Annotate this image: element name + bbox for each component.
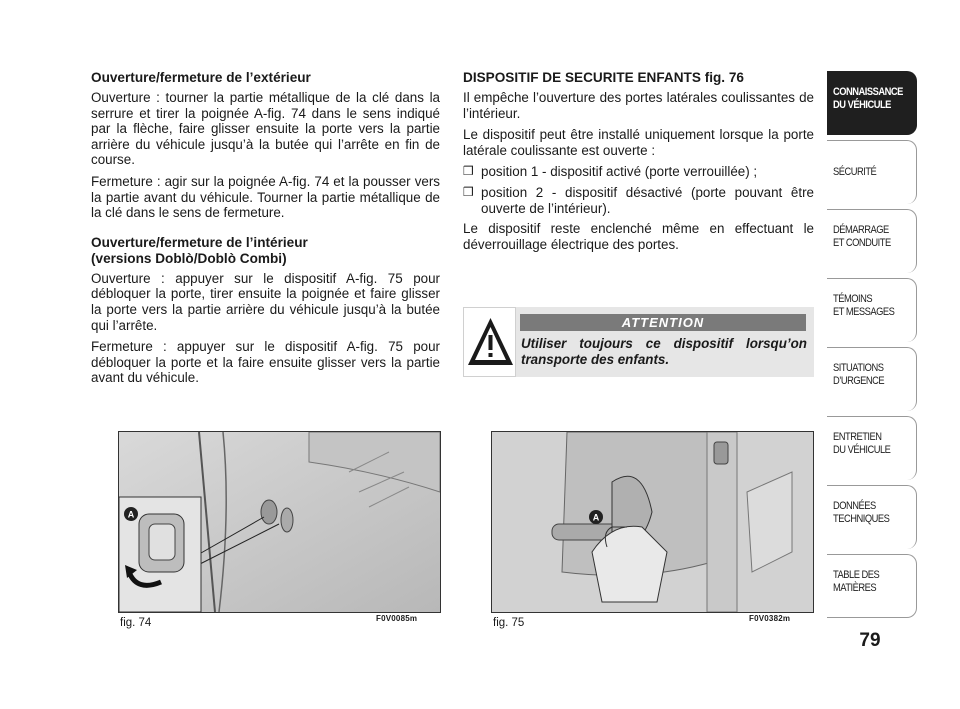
- paragraph-electric-unlock: Le dispositif reste enclenché même en effectuant le déverrouillage électrique des portes.: [463, 221, 814, 252]
- warning-triangle-icon: [464, 308, 517, 378]
- bullet-text: position 2 - dispositif désactivé (porte pouvant être ouverte de l’intérieur).: [481, 184, 814, 216]
- right-column: [463, 70, 814, 258]
- list-item: [463, 185, 814, 216]
- tab-temoins-et-messages[interactable]: [827, 278, 917, 342]
- attention-label: ATTENTION: [520, 314, 806, 331]
- warning-icon-frame: [463, 307, 516, 377]
- heading-line-2: (versions Doblò/Doblò Combi): [91, 250, 287, 266]
- tab-label: SÉCURITÉ: [833, 166, 877, 178]
- figure-75-caption: fig. 75: [493, 617, 525, 629]
- figure-74-rule: [118, 612, 439, 613]
- tab-label: CONNAISSANCE DU VÉHICULE: [833, 86, 903, 111]
- tab-connaissance-du-vehicule[interactable]: [827, 71, 917, 135]
- attention-box: [463, 307, 814, 377]
- figure-74-caption: fig. 74: [120, 617, 152, 629]
- tab-label: DÉMARRAGE ET CONDUITE: [833, 224, 891, 249]
- checkbox-bullet-icon: ❒: [463, 164, 474, 179]
- page-number: 79: [859, 630, 881, 651]
- sliding-door-interior-illustration: [492, 432, 813, 612]
- figure-75-rule: [491, 612, 812, 613]
- figure-75-image: [491, 431, 814, 613]
- tab-label: ENTRETIEN DU VÉHICULE: [833, 431, 891, 456]
- tab-donnees-techniques[interactable]: [827, 485, 917, 549]
- tab-label: SITUATIONS D’URGENCE: [833, 362, 885, 387]
- bullet-text: position 1 - dispositif activé (porte verrouillée) ;: [481, 164, 758, 180]
- section-heading-exterior: Ouverture/fermeture de l’extérieur: [91, 70, 311, 85]
- figure-75-code: F0V0382m: [749, 614, 791, 623]
- tab-label: DONNÉES TECHNIQUES: [833, 500, 890, 525]
- callout-a-label: A: [127, 509, 135, 520]
- heading-line-1: Ouverture/fermeture de l’intérieur: [91, 234, 308, 250]
- checkbox-bullet-icon: ❒: [463, 184, 474, 199]
- figure-74-code: F0V0085m: [376, 614, 418, 623]
- tab-situations-d-urgence[interactable]: [827, 347, 917, 411]
- heading-main: DISPOSITIF DE SECURITE ENFANTS: [463, 70, 701, 85]
- figure-74-image: [118, 431, 441, 613]
- tab-entretien-du-vehicule[interactable]: [827, 416, 917, 480]
- paragraph-installation: Le dispositif peut être installé uniquement lorsque la porte latérale coulissante est ouverte :: [463, 127, 814, 158]
- attention-text: Utiliser toujours ce dispositif lorsqu’on transporte des enfants.: [521, 336, 807, 367]
- sliding-door-exterior-illustration: [119, 432, 440, 612]
- tab-securite[interactable]: [827, 140, 917, 204]
- tab-demarrage-et-conduite[interactable]: [827, 209, 917, 273]
- paragraph-purpose: Il empêche l’ouverture des portes latérales coulissantes de l’intérieur.: [463, 90, 814, 121]
- tab-label: TÉMOINS ET MESSAGES: [833, 293, 895, 318]
- heading-fig-ref: fig. 76: [700, 70, 744, 85]
- callout-a-label: A: [592, 512, 600, 523]
- paragraph-exterior-closing: Fermeture : agir sur la poignée A-fig. 74 et la pousser vers la partie avant du véhicule. Tourner la partie métallique de la clé dans le sens de fermeture.: [91, 173, 440, 221]
- tab-table-des-matieres[interactable]: [827, 554, 917, 618]
- paragraph-interior-opening: Ouverture : appuyer sur le dispositif A-fig. 75 pour débloquer la porte, tirer ensuite la poignée et faire glisser la porte vers la partie arrière du véhicule jusqu’à la butée qui l’arrête.: [91, 270, 440, 333]
- section-heading-child-safety: [463, 70, 814, 86]
- paragraph-exterior-opening: Ouverture : tourner la partie métallique de la clé dans la serrure et tirer la poignée A-fig. 74 dans le sens indiqué par la flèche, faire glisser ensuite la porte vers la partie arrière du véhicule jusqu’à la butée qui l’arrête en fin de course.: [91, 90, 440, 168]
- section-heading-interior: [91, 235, 440, 267]
- paragraph-interior-closing: Fermeture : appuyer sur le dispositif A-fig. 75 pour débloquer la porte et la faire ensuite glisser vers la partie avant du véhicule.: [91, 339, 440, 386]
- left-column: [91, 70, 440, 392]
- list-item: [463, 164, 814, 180]
- tab-label: TABLE DES MATIÈRES: [833, 569, 880, 594]
